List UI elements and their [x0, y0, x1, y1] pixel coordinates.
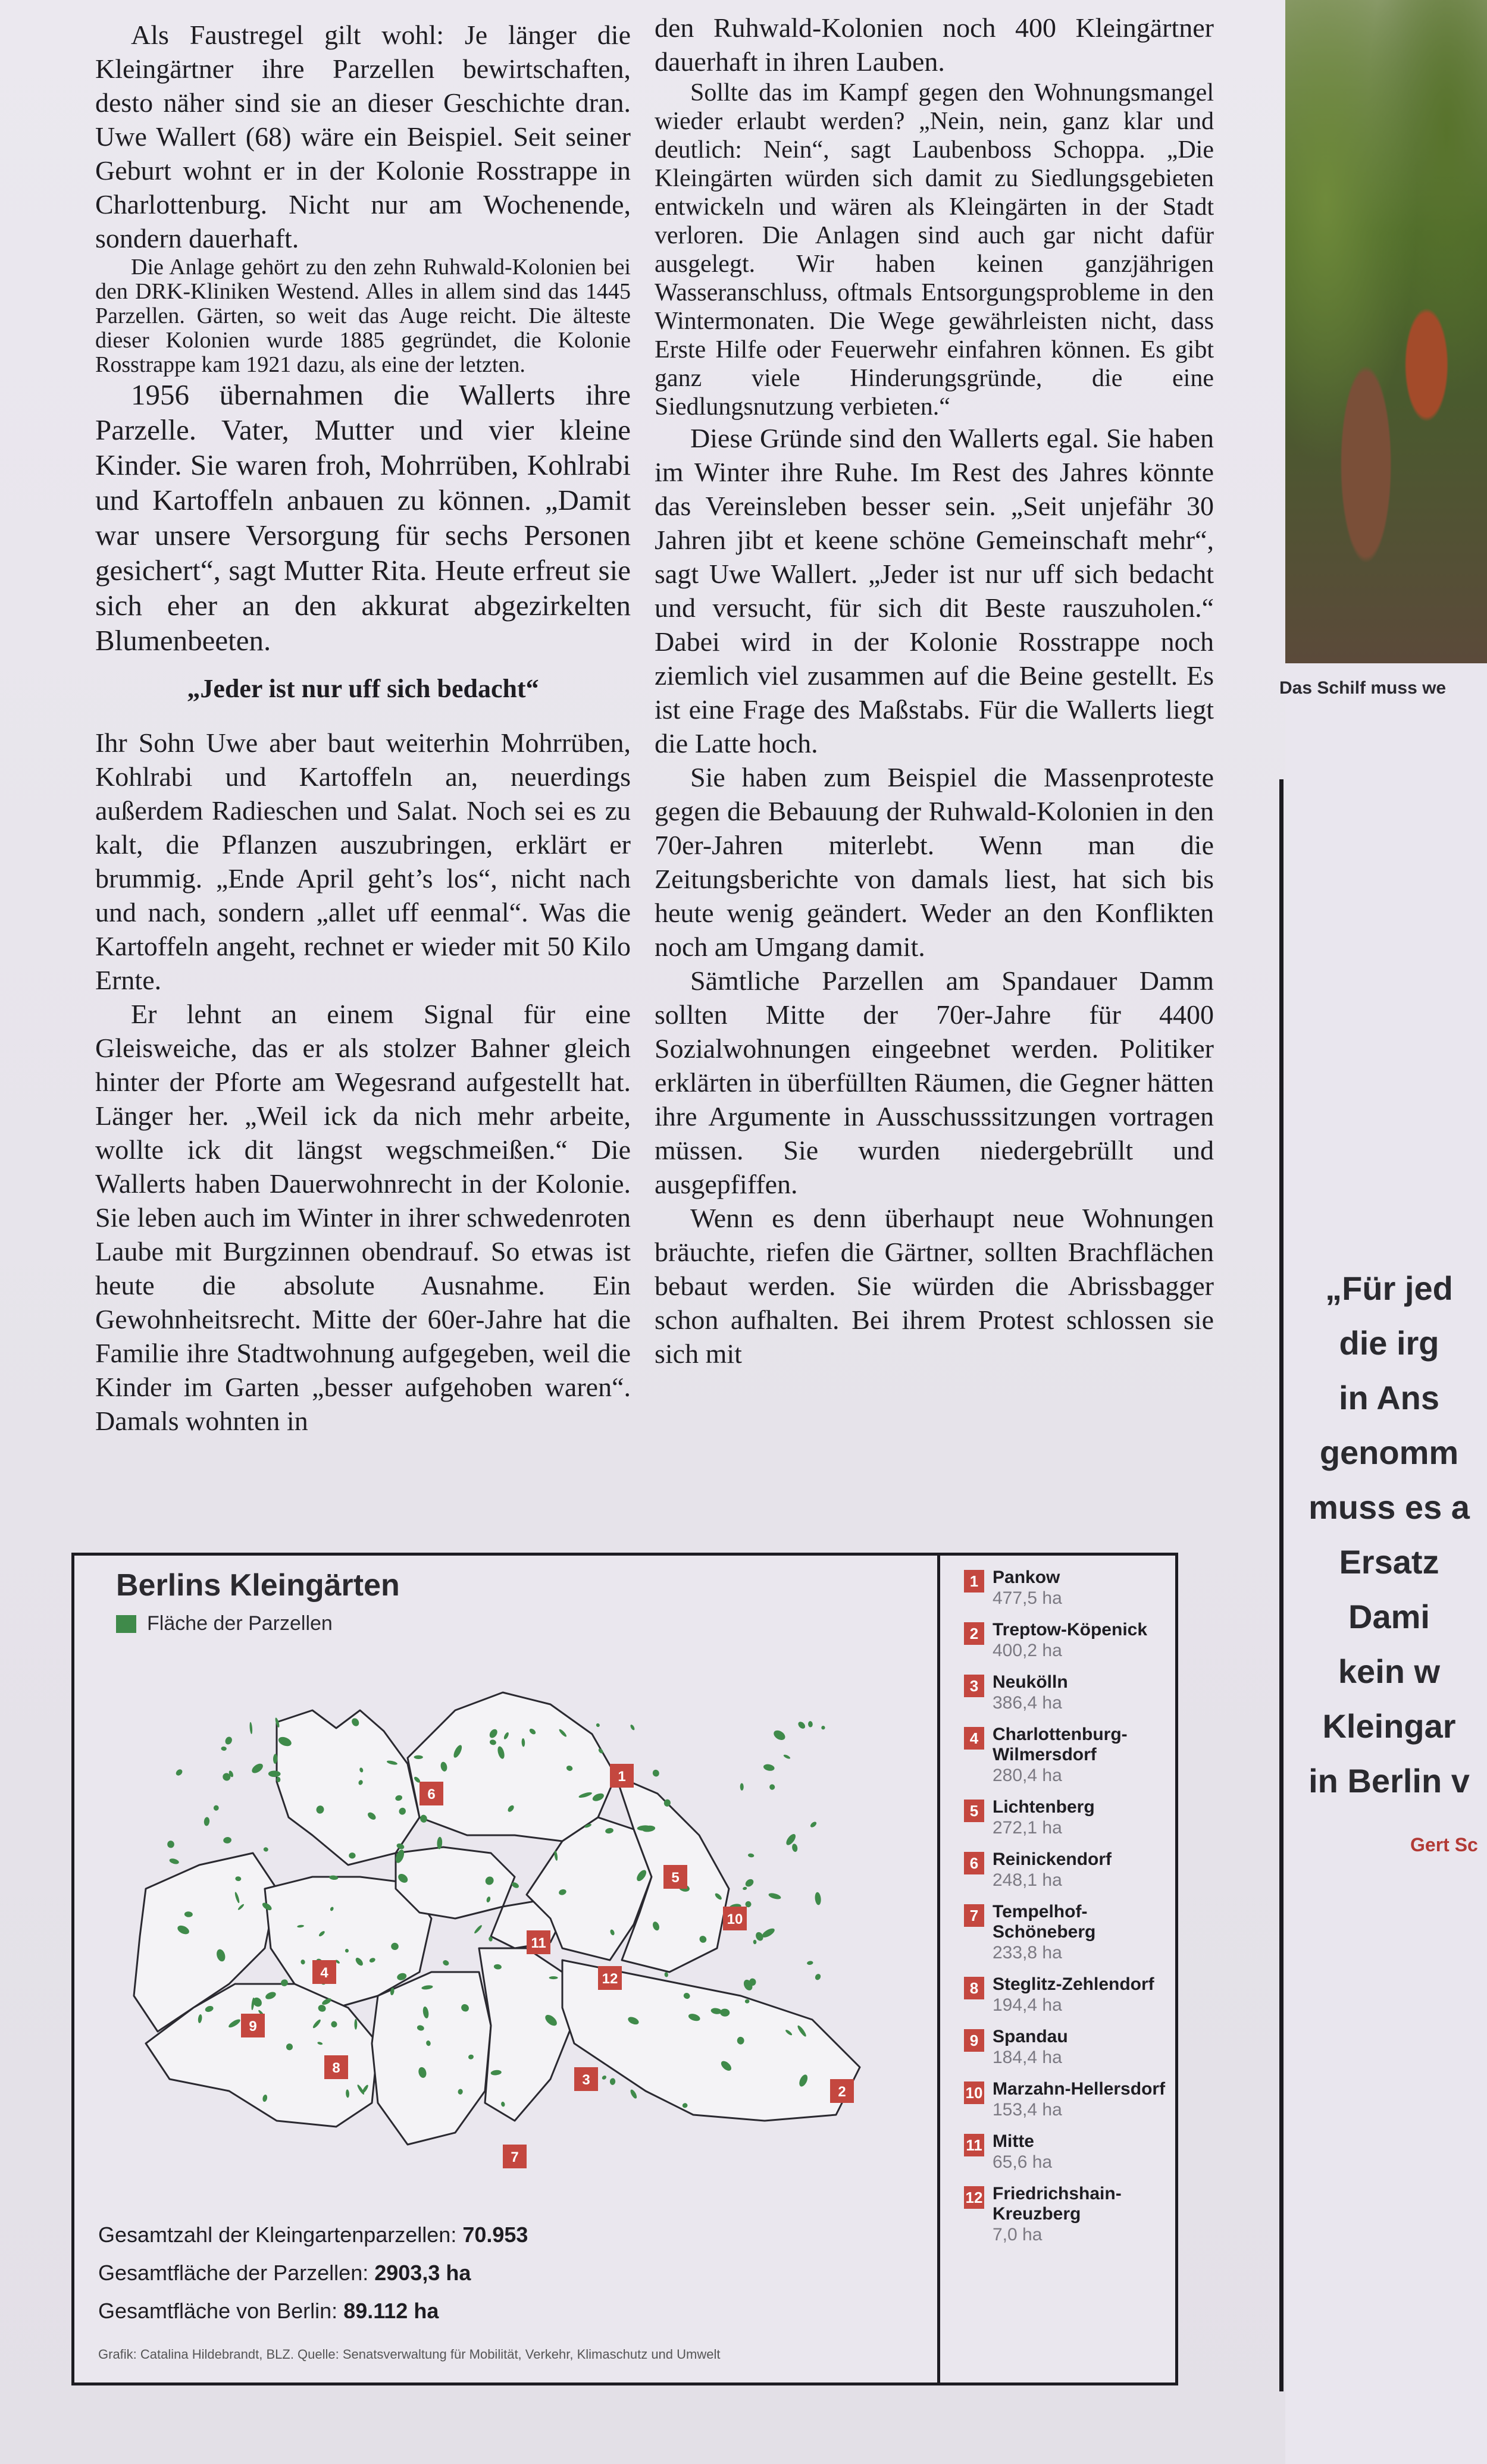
svg-text:12: 12 — [602, 1971, 618, 1987]
article-paragraph: Als Faustregel gilt wohl: Je länger die Kleingärtner ihre Parzellen bewirtschaften, desto näher sind sie an dieser Geschichte dran. Uwe Wallert (68) wäre ein Beispiel. Seit seiner Geburt wohnt er in der Kolonie Rosstrappe in Charlottenburg. Nicht nur am Wochenende, sondern dauerhaft. — [95, 20, 631, 253]
district-area: 7,0 ha — [993, 2225, 1043, 2244]
district-name: Tempelhof-Schöneberg — [993, 1902, 1096, 1942]
parcel-area — [797, 1720, 806, 1730]
pull-quote-line: Dami — [1348, 1598, 1430, 1635]
map-district-marker — [503, 2145, 527, 2168]
parcel-area — [610, 2078, 616, 2085]
map-district-marker — [527, 1930, 550, 1954]
parcel-area — [814, 1973, 822, 1981]
parcel-area — [753, 1940, 757, 1945]
parcel-area — [474, 1924, 483, 1935]
svg-text:3: 3 — [582, 2072, 590, 2088]
svg-text:9: 9 — [249, 2018, 257, 2034]
article-paragraph: Diese Gründe sind den Wallerts egal. Sie haben im Winter ihre Ruhe. Im Rest des Jahres könnte das Vereinsleben besser sein. „Seit unjefähr 30 Jahren jibt et keene schöne Gemeinschaft mehr“, sagt Uwe Wallert. „Jeder ist nur uff sich bedacht und versucht, für sich dit Beste rauszuholen.“ Dabei wird in der Kolonie Rosstrappe noch ziemlich viel zusammen auf die Beine gestellt. Es ist eine Frage des Maßstabs. Für die Wallerts liegt die Latte hoch. — [655, 423, 1214, 758]
district-area: 477,5 ha — [993, 1588, 1062, 1608]
parcel-area — [442, 1959, 450, 1967]
parcel-area — [769, 1783, 775, 1790]
stat-label: Gesamtzahl der Kleingartenparzellen: — [98, 2222, 463, 2247]
pull-quote-line: Ersatz — [1339, 1543, 1439, 1581]
district-area: 233,8 ha — [993, 1943, 1062, 1963]
parcel-area — [549, 1976, 558, 1979]
district-list-item — [964, 2027, 1172, 2068]
district-list-item — [964, 1849, 1172, 1891]
parcel-area — [629, 2089, 638, 2099]
district-name: Marzahn-Hellersdorf — [993, 2079, 1166, 2099]
parcel-area — [783, 1754, 791, 1760]
map-district-marker — [241, 2014, 265, 2037]
infographic-source: Grafik: Catalina Hildebrandt, BLZ. Quelle: Senatsverwaltung für Mobilität, Verkehr, Klimaschutz und Umwelt — [98, 2347, 721, 2362]
parcel-area — [652, 1769, 660, 1778]
district-number-badge: 12 — [964, 2186, 984, 2209]
district-list-item — [964, 2131, 1172, 2173]
photo-caption: Das Schilf muss we — [1279, 678, 1447, 698]
district-name: Reinickendorf — [993, 1849, 1112, 1869]
garden-photo — [1285, 0, 1487, 663]
parcel-area — [664, 1972, 668, 1977]
article-paragraph: Die Anlage gehört zu den zehn Ruhwald-Kolonien bei den DRK-Kliniken Westend. Alles in allem sind das 1445 Parzellen. Gärten, so weit das Auge reicht. Die älteste dieser Kolonien wurde 1885 gegründet, die Kolonie Rosstrappe kam 1921 dazu, als eine der letzten. — [95, 255, 631, 377]
infographic-divider — [937, 1556, 940, 2383]
district-list-item — [964, 2184, 1172, 2246]
district-area: 386,4 ha — [993, 1693, 1062, 1713]
svg-text:1: 1 — [618, 1769, 626, 1785]
stat-row — [98, 2254, 528, 2292]
district-number-badge: 2 — [964, 1622, 984, 1645]
stat-label: Gesamtfläche der Parzellen: — [98, 2261, 375, 2285]
article-subheading: „Jeder ist nur uff sich bedacht“ — [187, 674, 539, 703]
svg-text:11: 11 — [531, 1935, 546, 1951]
map-district-marker — [663, 1865, 687, 1889]
parcel-area — [223, 1836, 232, 1844]
infographic-stats — [98, 2216, 528, 2330]
district-area: 280,4 ha — [993, 1766, 1062, 1785]
article-paragraph: 1956 übernahmen die Wallerts ihre Parzelle. Vater, Mutter und vier kleine Kinder. Sie waren froh, Mohrrüben, Kohlrabi und Kartoffeln anbauen zu können. „Damit war unsere Versorgung für sechs Personen gesichert“, sagt Mutter Rita. Heute erfreut sie sich eher an den akkurat abgezirkelten Blumenbeeten. — [95, 378, 631, 657]
district-number-badge: 7 — [964, 1904, 984, 1927]
parcel-area — [601, 2075, 607, 2081]
map-legend — [116, 1612, 333, 1635]
pull-quote-line: in Berlin v — [1308, 1762, 1470, 1800]
district-number-badge: 10 — [964, 2081, 984, 2104]
parcel-area — [630, 1724, 636, 1731]
district-area: 400,2 ha — [993, 1641, 1062, 1660]
parcel-area — [808, 1721, 813, 1728]
article-paragraph: Sämtliche Parzellen am Spandauer Damm sollten Mitte der 70er-Jahre für 4400 Sozialwohnungen eingeebnet werden. Politiker erklärten in überfüllten Räumen, die Gegner hätten ihre Argumente in Ausschusssitzungen vortragen müssen. Sie wurden niedergebrüllt und ausgepfiffen. — [655, 965, 1214, 1199]
parcel-area — [175, 1768, 184, 1777]
article-paragraph: Er lehnt an einem Signal für eine Gleisweiche, das er als stolzer Bahner gleich hinter der Pforte am Wegesrand aufgestellt hat. Länger her. „Weil ick da nich mehr arbeite, wollte ick dit längst wegschmeißen.“ Die Wallerts haben Dauerwohnrecht in der Kolonie. Sie leben auch im Winter in ihrer schwedenroten Laube mit Burgzinnen obendrauf. So etwas ist heute die absolute Ausnahme. Ein Gewohnheitsrecht. Mitte der 60er-Jahre hat die Familie ihre Stadtwohnung aufgegeben, weil die Kinder im Garten „besser aufgehoben waren“. Damals wohnten in — [95, 999, 631, 1436]
article-paragraph: Ihr Sohn Uwe aber baut weiterhin Mohrrüben, Kohlrabi und Kartoffeln an, neuerdings außerdem Radieschen und Salat. Noch sei es zu kalt, die Pflanzen auszubringen, erklärt er brummig. „Ende April geht’s los“, nicht nach und nach, sondern „allet uff eenmal“. Was die Kartoffeln angeht, rechnet er wieder mit 50 Kilo Ernte. — [95, 728, 631, 995]
parcel-area — [355, 2019, 358, 2030]
infographic-title: Berlins Kleingärten — [116, 1568, 400, 1603]
legend-swatch — [116, 1615, 136, 1633]
district-area: 65,6 ha — [993, 2152, 1053, 2172]
legend-label: Fläche der Parzellen — [147, 1612, 333, 1635]
parcel-area — [791, 1844, 798, 1852]
parcel-area — [809, 1821, 818, 1829]
pull-quote-line: kein w — [1338, 1653, 1441, 1690]
district-list-item — [964, 1797, 1172, 1839]
stat-value: 2903,3 ha — [374, 2261, 471, 2285]
article-paragraph: Wenn es denn überhaupt neue Wohnungen bräuchte, riefen die Gärtner, sollten Brachflächen bebaut werden. Sie würden die Abrissbagger schon aufhalten. Bei ihrem Protest schlossen sie sich mit — [655, 1203, 1214, 1369]
parcel-area — [763, 1763, 775, 1772]
column-rule — [1279, 779, 1283, 2391]
map-district-marker — [420, 1782, 443, 1805]
parcel-area — [250, 1761, 264, 1775]
parcel-area — [214, 1805, 219, 1810]
stat-value: 89.112 ha — [343, 2299, 439, 2323]
article-paragraph: Sollte das im Kampf gegen den Wohnungsmangel wieder erlaubt werden? „Nein, nein, ganz klar und deutlich: Nein“, sagt Laubenboss Schoppa. „Die Kleingärten würden sich damit zu Siedlungsgebieten entwickeln und wären als Kleingärten in der Stadt verloren. Die Anlagen sind auch gar nicht dafür ausgelegt. Wir haben keinen ganzjährigen Wasseranschluss, oftmals Entsorgungsprobleme in den Wintermonaten. Die Wege gewährleisten nicht, dass Erste Hilfe oder Feuerwehr einfahren können. Es gibt ganz viele Hinderungsgründe, die eine Siedlungsnutzung verbieten.“ — [655, 79, 1214, 421]
district-area: 153,4 ha — [993, 2100, 1062, 2120]
article-paragraph: den Ruhwald-Kolonien noch 400 Kleingärtner dauerhaft in ihren Lauben. — [655, 12, 1214, 77]
district-name: Mitte — [993, 2131, 1034, 2151]
map-district-marker — [610, 1764, 634, 1788]
district-number-badge: 5 — [964, 1800, 984, 1822]
map-district-marker — [830, 2079, 854, 2103]
district-name: Friedrichshain-Kreuzberg — [993, 2184, 1122, 2224]
parcel-area — [772, 1729, 787, 1742]
district-list — [964, 1568, 1172, 2256]
parcel-area — [169, 1858, 180, 1866]
stat-label: Gesamtfläche von Berlin: — [98, 2299, 344, 2323]
map-district-marker — [312, 1960, 336, 1984]
parcel-area — [596, 1723, 600, 1728]
map-district-marker — [598, 1966, 622, 1990]
district-number-badge: 6 — [964, 1852, 984, 1874]
pull-quote-line: in Ans — [1338, 1379, 1440, 1416]
district-neukoelln — [479, 1948, 574, 2121]
berlin-district-map — [98, 1639, 931, 2210]
svg-text:4: 4 — [320, 1965, 328, 1981]
district-number-badge: 8 — [964, 1977, 984, 1999]
parcel-area — [821, 1725, 825, 1730]
district-area: 272,1 ha — [993, 1818, 1062, 1838]
parcel-area — [204, 1817, 210, 1826]
svg-text:6: 6 — [427, 1786, 436, 1802]
district-name: Neukölln — [993, 1672, 1068, 1692]
article-column-1 — [95, 18, 631, 1438]
district-list-item — [964, 1568, 1172, 1609]
parcel-area — [768, 1892, 781, 1900]
district-tempelhof — [372, 1972, 491, 2145]
kleingarten-infographic — [71, 1553, 1178, 2385]
map-district-marker — [324, 2055, 348, 2079]
district-area: 194,4 ha — [993, 1995, 1062, 2015]
parcel-area — [224, 1736, 233, 1746]
district-list-item — [964, 1902, 1172, 1964]
pull-quote-line: die irg — [1339, 1324, 1439, 1362]
map-district-marker — [723, 1907, 747, 1930]
district-mitte — [396, 1847, 515, 1918]
pull-quote-line: muss es a — [1308, 1488, 1470, 1526]
svg-text:7: 7 — [511, 2149, 519, 2165]
district-number-badge: 4 — [964, 1727, 984, 1750]
district-name: Lichtenberg — [993, 1797, 1095, 1817]
parcel-area — [743, 1886, 747, 1891]
district-area: 184,4 ha — [993, 2048, 1062, 2067]
parcel-area — [740, 1783, 744, 1791]
pull-quote — [1291, 1261, 1487, 1808]
parcel-area — [807, 1961, 813, 1965]
district-list-item — [964, 1672, 1172, 1714]
parcel-area — [167, 1841, 174, 1848]
district-number-badge: 9 — [964, 2029, 984, 2052]
district-number-badge: 3 — [964, 1675, 984, 1697]
quote-author: Gert Sc — [1410, 1834, 1478, 1855]
stat-row — [98, 2216, 528, 2254]
district-list-item — [964, 2079, 1172, 2121]
district-name: Charlottenburg-Wilmersdorf — [993, 1725, 1128, 1764]
svg-text:10: 10 — [727, 1911, 743, 1927]
district-list-item — [964, 1974, 1172, 2016]
stat-row — [98, 2292, 528, 2330]
district-name: Spandau — [993, 2027, 1068, 2046]
district-number-badge: 1 — [964, 1570, 984, 1592]
district-number-badge: 11 — [964, 2134, 984, 2156]
district-pankow — [408, 1692, 616, 1841]
district-name: Steglitz-Zehlendorf — [993, 1974, 1154, 1994]
district-reinickendorf — [277, 1710, 420, 1865]
map-district-marker — [574, 2067, 598, 2091]
district-list-item — [964, 1620, 1172, 1662]
pull-quote-line: genomm — [1319, 1434, 1459, 1471]
svg-text:5: 5 — [671, 1870, 680, 1886]
district-name: Pankow — [993, 1568, 1060, 1587]
svg-text:2: 2 — [838, 2084, 846, 2100]
stat-value: 70.953 — [462, 2222, 528, 2247]
parcel-area — [263, 1847, 269, 1852]
article-column-2 — [655, 11, 1214, 1371]
parcel-area — [747, 1853, 754, 1858]
parcel-area — [249, 1722, 253, 1735]
parcel-area — [221, 1747, 227, 1751]
pull-quote-line: „Für jed — [1325, 1269, 1453, 1307]
parcel-area — [744, 1877, 755, 1888]
district-name: Treptow-Köpenick — [993, 1620, 1148, 1639]
district-area: 248,1 ha — [993, 1870, 1062, 1890]
svg-text:8: 8 — [332, 2060, 340, 2076]
pull-quote-line: Kleingar — [1322, 1707, 1456, 1745]
article-paragraph: Sie haben zum Beispiel die Massenproteste gegen die Bebauung der Ruhwald-Kolonien in den 70er-Jahren miterlebt. Wenn man die Zeitungsberichte von damals liest, hat sich bis heute wenig geändert. Weder an den Konflikten noch am Umgang damit. — [655, 762, 1214, 962]
district-list-item — [964, 1725, 1172, 1786]
parcel-area — [815, 1892, 822, 1905]
